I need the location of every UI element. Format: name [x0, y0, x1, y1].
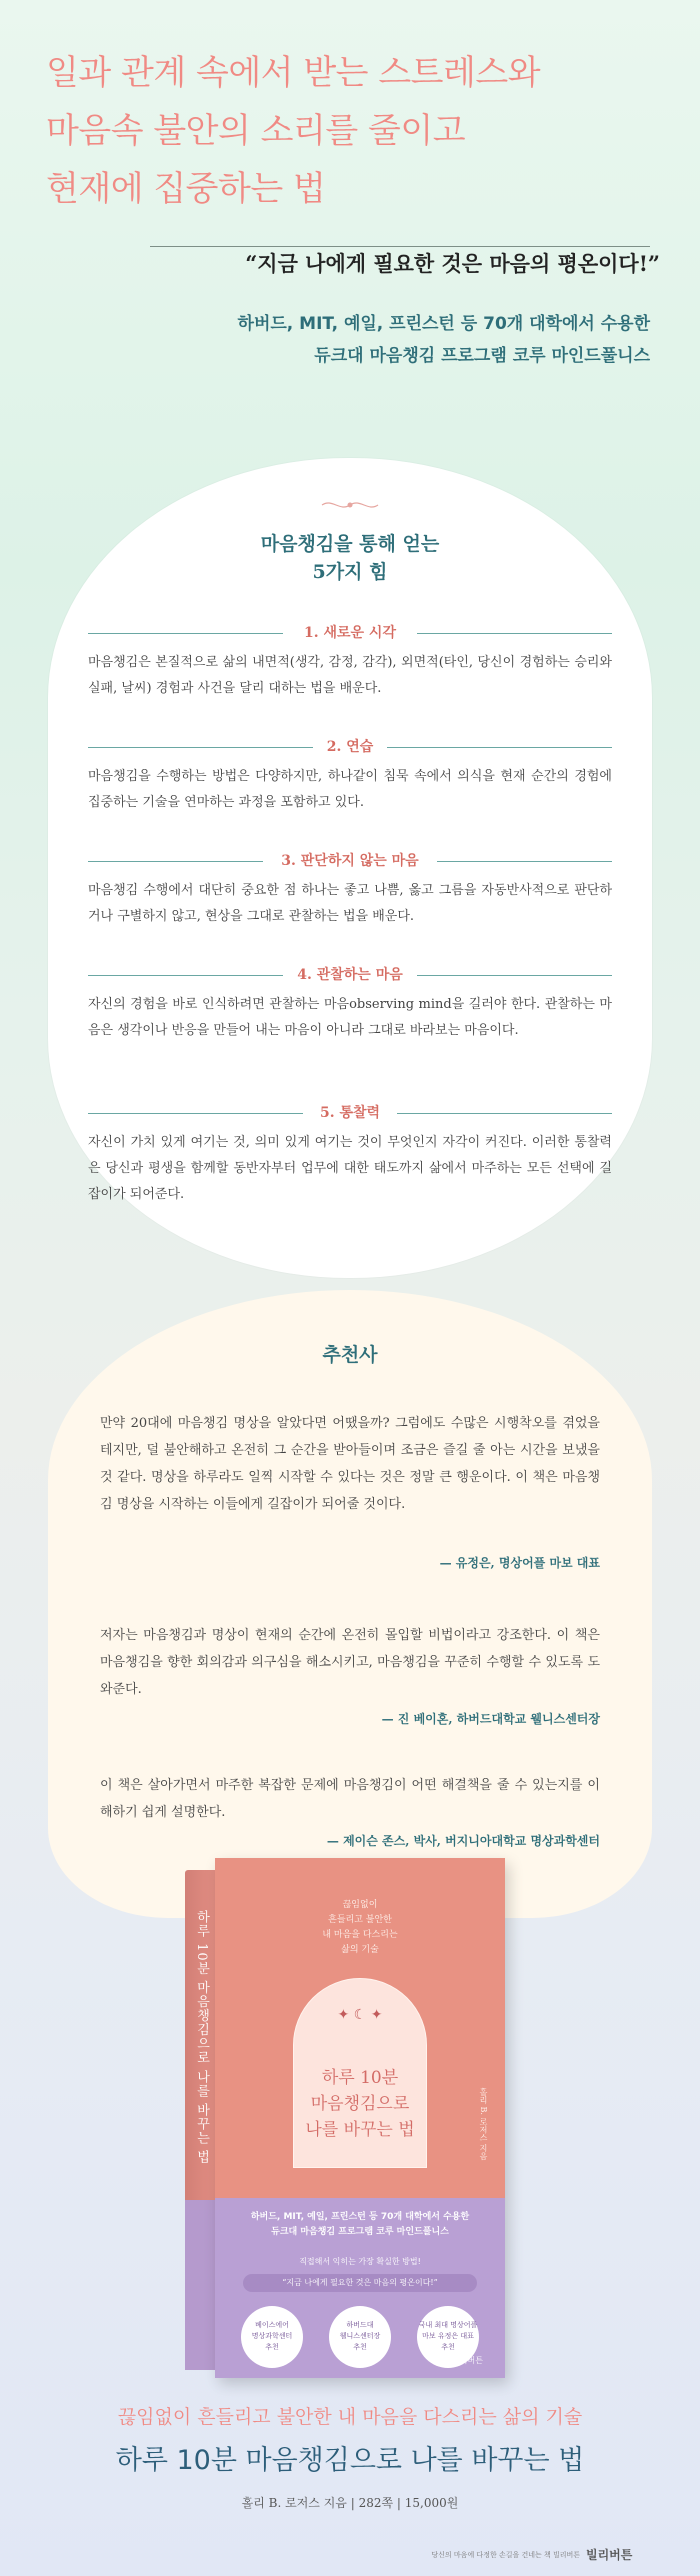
headline-line: 현재에 집중하는 법	[46, 169, 326, 209]
cover-purple-band	[215, 2198, 505, 2378]
section-heading-label: 1. 새로운 시각	[304, 625, 396, 641]
section-heading	[88, 622, 612, 644]
headline-line: 일과 관계 속에서 받는 스트레스와	[46, 53, 541, 93]
badge-line: 마보 유정은 대표	[422, 2332, 474, 2340]
section-heading	[88, 964, 612, 986]
recommendation-title: 추천사	[322, 1344, 378, 1366]
badge-line: 명상과학센터	[251, 2332, 293, 2340]
recommendation-body: 저자는 마음챙김과 명상이 현재의 순간에 온전히 몰입할 비법이라고 강조한다. 이 책은 마음챙김을 향한 회의감과 의구심을 해소시키고, 마음챙김을 꾸준히 수행할 수 있도록 도와준다.	[100, 1628, 600, 1697]
five-powers-title	[150, 530, 550, 586]
book-title: 하루 10분 마음챙김으로 나를 바꾸는 법	[115, 2445, 585, 2476]
section-body: 마음챙김 수행에서 대단히 중요한 점 하나는 좋고 나쁨, 옳고 그름을 자동반사적으로 판단하거나 구별하지 않고, 현상을 그대로 관찰하는 법을 배운다.	[88, 883, 612, 924]
book-image	[185, 1858, 505, 2378]
badge-line: 추천	[441, 2343, 455, 2351]
cover-title-line: 마음챙김으로	[310, 2094, 410, 2114]
section-body: 마음챙김은 본질적으로 삶의 내면적(생각, 감정, 감각), 외면적(타인, 당신이 경험하는 승리와 실패, 날씨) 경험과 사건을 달리 대하는 법을 배운다.	[88, 655, 612, 696]
divider	[150, 246, 650, 247]
cover-subtitle-line: 흔들리고 불안한	[328, 1915, 392, 1925]
badge-line: 추천	[353, 2343, 367, 2351]
cover-blurb-line: 하버드, MIT, 예일, 프린스턴 등 70개 대학에서 수용한	[250, 2212, 470, 2222]
flourish-ornament-icon	[318, 496, 382, 514]
subheadline	[120, 308, 650, 372]
endorsement-badge	[241, 2306, 303, 2368]
badge-line: 추천	[265, 2343, 279, 2351]
cover-blurb	[215, 2210, 505, 2240]
badge-line: 웰니스센터장	[339, 2332, 381, 2340]
headline	[46, 44, 656, 218]
section-heading-label: 5. 통찰력	[319, 1105, 381, 1121]
cover-subtitle	[215, 1898, 505, 1958]
tagline: 끊임없이 흔들리고 불안한 내 마음을 다스리는 삶의 기술	[117, 2406, 583, 2428]
headline-line: 마음속 불안의 소리를 줄이고	[46, 111, 466, 151]
title-line: 5가지 힘	[312, 561, 388, 583]
title-line: 마음챙김을 통해 얻는	[260, 533, 440, 555]
pull-quote: “지금 나에게 필요한 것은 마음의 평온이다!”	[245, 251, 660, 276]
book-cover	[215, 1858, 505, 2378]
endorsement-badge	[329, 2306, 391, 2368]
footer-note: 당신의 마음에 다정한 손길을 건네는 책 빌리버튼	[431, 2551, 580, 2559]
badge-line: 하버드대	[346, 2321, 374, 2329]
section-heading	[88, 850, 612, 872]
badge-line: 베이스에어	[255, 2321, 289, 2329]
publisher-logo: 빌리버튼	[586, 2548, 633, 2562]
section-heading-label: 2. 연습	[326, 739, 374, 755]
divider	[387, 747, 612, 748]
section-heading-label: 4. 관찰하는 마음	[297, 967, 403, 983]
section-heading	[88, 736, 612, 758]
moon-star-icon: ✦ ☾ ✦	[337, 2007, 383, 2023]
subheadline-line: 하버드, MIT, 예일, 프린스턴 등 70개 대학에서 수용한	[237, 314, 650, 334]
cover-subtitle-line: 끊임없이	[342, 1900, 378, 1910]
divider	[437, 861, 612, 862]
section-body: 마음챙김을 수행하는 방법은 다양하지만, 하나같이 침묵 속에서 의식을 현재 순간의 경험에 집중하는 기술을 연마하는 과정을 포함하고 있다.	[88, 769, 612, 810]
recommendation-source: — 제이슨 존스, 박사, 버지니아대학교 명상과학센터	[326, 1834, 600, 1848]
section-body: 자신이 가치 있게 여기는 것, 의미 있게 여기는 것이 무엇인지 자각이 커진다. 이러한 통찰력은 당신과 평생을 함께할 동반자부터 업무에 대한 태도까지 삶에서 마주하는 모든 선택에 길잡이가 되어준다.	[88, 1135, 612, 1202]
section-body: 자신의 경험을 바로 인식하려면 관찰하는 마음observing mind을 길러야 한다. 관찰하는 마음은 생각이나 반응을 만들어 내는 마음이 아니라 그대로 바라보는 마음이다.	[88, 997, 612, 1038]
recommendation-source: — 진 베이혼, 하버드대학교 웰니스센터장	[381, 1712, 600, 1726]
cover-blurb-line: 듀크대 마음챙김 프로그램 코루 마인드풀니스	[271, 2227, 449, 2237]
cover-publisher: 빌리버튼	[452, 2356, 483, 2365]
cover-arch	[293, 1978, 427, 2168]
cover-title-line: 하루 10분	[321, 2068, 399, 2088]
recommendation-source: — 유정은, 명상어플 마보 대표	[439, 1556, 600, 1570]
cover-author: 홀리 B. 로저스 지음	[479, 2088, 488, 2161]
cover-subtitle-line: 내 마음을 다스리는	[322, 1930, 398, 1940]
spine-title: 하루 10분 마음챙김으로 나를 바꾸는 법	[194, 1910, 209, 2165]
divider	[397, 1113, 612, 1114]
section-heading	[88, 1102, 612, 1124]
recommendation-body: 만약 20대에 마음챙김 명상을 알았다면 어땠을까? 그럼에도 수많은 시행착오를 겪었을 테지만, 덜 불안해하고 온전히 그 순간을 받아들이며 조금은 즐길 줄 아는 시간을 보냈을 것 같다. 명상을 하루라도 일찍 시작할 수 있다는 것은 정말 큰 행운이다. 이 책은 마음챙김 명상을 시작하는 이들에게 길잡이가 되어줄 것이다.	[100, 1416, 600, 1512]
book-credits: 홀리 B. 로저스 지음 | 282쪽 | 15,000원	[241, 2496, 459, 2510]
subheadline-line: 듀크대 마음챙김 프로그램 코루 마인드풀니스	[314, 346, 650, 366]
cover-quote: “지금 나에게 필요한 것은 마음의 평온이다!”	[243, 2274, 477, 2292]
divider	[417, 975, 612, 976]
section-heading-label: 3. 판단하지 않는 마음	[281, 853, 419, 869]
cover-subtitle-line: 삶의 기술	[341, 1945, 379, 1955]
cover-title	[294, 2065, 426, 2143]
book-spine-band	[185, 2200, 219, 2370]
divider	[417, 633, 612, 634]
recommendation-body: 이 책은 살아가면서 마주한 복잡한 문제에 마음챙김이 어떤 해결책을 줄 수 있는지를 이해하기 쉽게 설명한다.	[100, 1778, 600, 1820]
cover-note: 직접해서 익히는 가장 확실한 방법!	[299, 2257, 421, 2266]
cover-title-line: 나를 바꾸는 법	[305, 2120, 415, 2140]
badge-line: 국내 최대 명상어플	[418, 2321, 478, 2329]
